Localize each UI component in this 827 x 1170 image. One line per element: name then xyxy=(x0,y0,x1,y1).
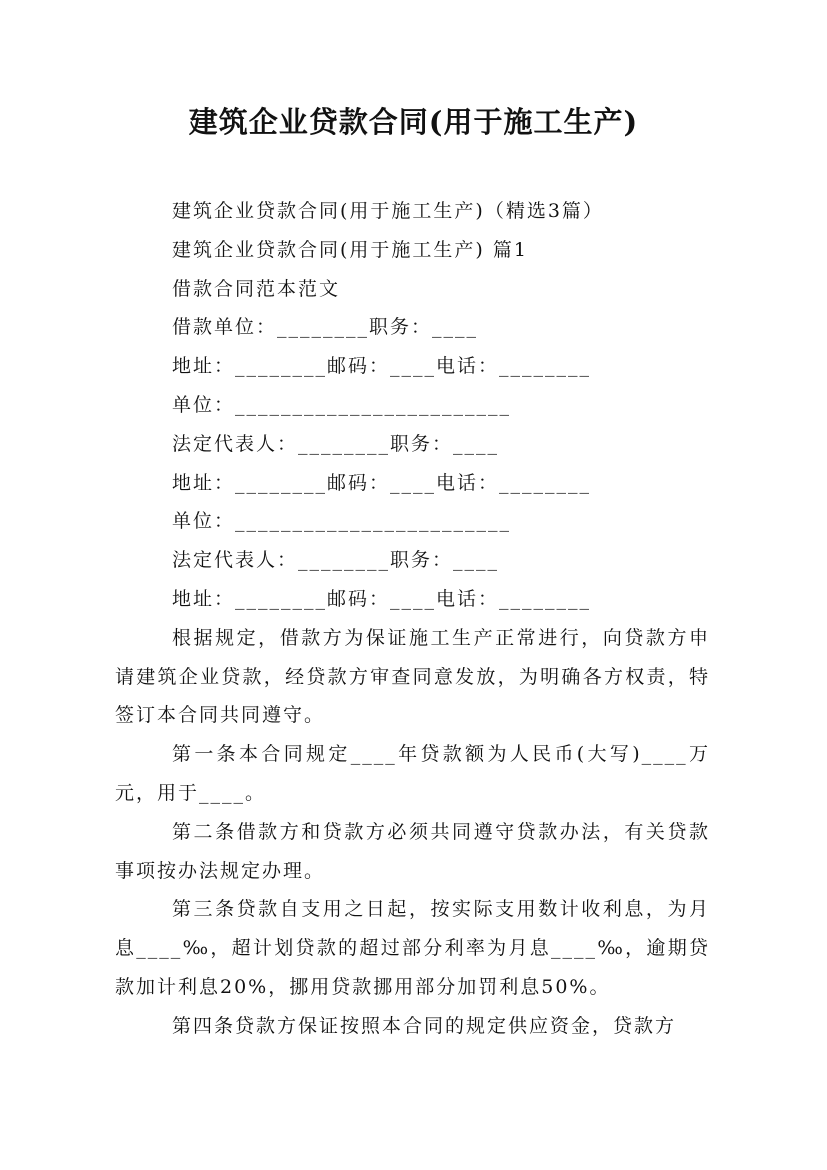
article-4-paragraph: 第四条贷款方保证按照本合同的规定供应资金，贷款方 xyxy=(172,1014,677,1037)
article-2-paragraph: 第二条借款方和贷款方必须共同遵守贷款办法，有关贷款事项按办法规定办理。 xyxy=(115,820,710,882)
unit-line-1: 单位：________________________ xyxy=(172,393,512,416)
article-1-paragraph: 第一条本合同规定____年贷款额为人民币(大写)____万元，用于____。 xyxy=(115,743,710,804)
article-3-paragraph: 第三条贷款自支用之日起，按实际支用数计收利息，为月息____‰，超计划贷款的超过部分利率为月息____‰，逾期贷款加计利息20%，挪用贷款挪用部分加罚利息50%。 xyxy=(115,898,710,998)
borrower-address-line: 地址：________邮码：____电话：________ xyxy=(172,355,592,378)
address-line-3: 地址：________邮码：____电话：________ xyxy=(172,587,592,610)
template-heading: 借款合同范本范文 xyxy=(172,277,341,300)
section-heading: 建筑企业贷款合同(用于施工生产) 篇1 xyxy=(172,238,528,261)
preamble-paragraph: 根据规定，借款方为保证施工生产正常进行，向贷款方申请建筑企业贷款，经贷款方审查同意发放，为明确各方权责，特签订本合同共同遵守。 xyxy=(115,626,710,727)
legal-rep-line-2: 法定代表人：________职务：____ xyxy=(172,549,500,572)
legal-rep-line-1: 法定代表人：________职务：____ xyxy=(172,432,500,455)
address-line-2: 地址：________邮码：____电话：________ xyxy=(172,471,592,494)
unit-line-2: 单位：________________________ xyxy=(172,510,512,533)
borrower-unit-line: 借款单位：________职务：____ xyxy=(172,316,479,339)
document-body xyxy=(115,192,710,1046)
document-title: 建筑企业贷款合同(用于施工生产) xyxy=(188,105,639,139)
subtitle-line: 建筑企业贷款合同(用于施工生产)（精选3篇） xyxy=(172,200,604,222)
